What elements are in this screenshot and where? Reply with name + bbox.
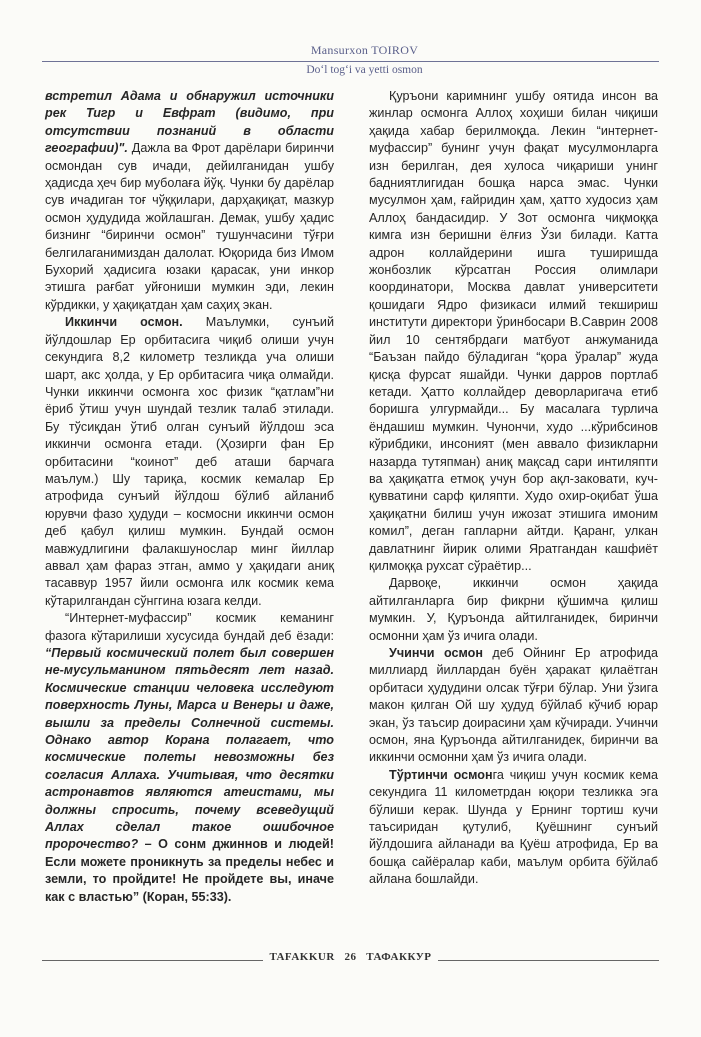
section-lead: Тўртинчи осмон [389,767,493,782]
right-column [369,88,658,889]
footer-text [42,951,659,963]
quran-quote: – О сонм джиннов и людей! Если можете проникнуть за пределы небес и земли, то пройдите! Не пройдете вы, иначе как с властью” (Коран, 55:33). [45,837,334,904]
paragraph-text: Қуръони каримнинг ушбу оятида инсон ва жинлар осмонга Аллоҳ хоҳиши билан чиқиши ҳақида хабар берилмоқда. Лекин “интернет-муфассир” бунинг учун фақат мусулмонларга изн берилган, дея хулоса чиқариши унинг бадниятлигидан бошқа нарса эмас. Чунки мусулмон ҳам, ғайридин ҳам, ҳатто худосиз ҳам Аллоҳ бандасидир. У Зот осмонга чиқмоққа кимга изн беришни ёлғиз Ўзи билади. Катта адрон коллайдерини ишга туширишда жонбозлик кўрсатган Россия олимлари координатори, Москва давлат университети қошидаги Ядро физикаси илмий текшириш институти директори ўринбосари В.Саврин 2008 йил 10 сентябрдаги матбуот анжуманида “Баъзан пайдо бўладиган “қора ўралар” жуда қисқа фурсат яшайди. Чунки дарров портлаб кетади. Ҳатто коллайдер деворларигача етиб боришга улгурмайди... Бу масалага турлича ёндашиш мумкин. Чунончи, худо ...кўрибсинов кўрибдики, инсоният (мен аввало физикларни назарда тутяпман) аниқ мақсад сари интиляпти ва ҳақиқатга етмоқ учун бор ақл-заковати, куч-қувватини сарф қиляпти. Худо охир-оқибат ўша ҳақиқатни билиш учун ижозат этишига имоним комил”, деган гапларни айтди. Қаранг, улкан давлатнинг йирик олими Яратгандан кашфиёт қилмоққа рухсат сўраётир... [369,89,658,573]
paragraph [45,314,334,610]
header-author: Mansurxon TOIROV [310,43,419,57]
paragraph [369,575,658,645]
paragraph [369,645,658,767]
russian-quote: встретил Адама и обнаружил источники рек Тигр и Евфрат (видимо, при отсутствии познаний в области географии)". [45,89,334,156]
paragraph [45,88,334,314]
section-lead: Иккинчи осмон. [65,315,183,330]
paragraph [45,610,334,906]
left-column [45,88,334,906]
header-subtitle: Do‘l tog‘i va yetti osmon [306,64,423,76]
paragraph-text: Маълумки, сунъий йўлдошлар Ер орбитасига чиқиб олиши учун секундига 8,2 километр тезликда уча олиши шарт, акс ҳолда, у Ер орбитасига чиқа олмайди. Чунки иккинчи осмонга хос физик “қатлам”ни ёриб ўтиш учун шундай тезлик талаб этилади. Бу тўсиқдан ўтиб олган сунъий йўлдош эса иккинчи осмонга етади. (Ҳозирги фан Ер орбитасини “коинот” деб аташи барчага маълум.) Шу тариқа, космик кемалар Ер атрофида сунъий йўлдош бўлиб айланиб юрувчи фазо ҳудуди – космосни иккинчи осмон деб қабул қилиш мумкин. Бундай осмон мавжудлигини фалакшунослар минг йиллар аввал ҳам фараз этган, аммо у ҳақидаги аниқ тасаввур 1957 йили осмонга илк космик кема кўтарилгандан сўнггина юзага келди. [45,315,334,608]
header-rule [42,61,659,62]
paragraph-text: деб Ойнинг Ер атрофида миллиард йиллардан буён ҳаракат қилаётган орбитаси ҳудудини олсак тўғри бўлар. Уни ўзига макон қилган Ой шу ҳудуд бўйлаб кўчиб юрар экан, ўз таъсир доирасини ҳам кўчиради. Учинчи осмон, яна Қуръонда айтилганидек, биринчи ва иккинчи осмонни ҳам ўз ичига олади. [369,646,658,765]
russian-quote: “Первый космический полет был совершен не-мусульманином пятьдесят лет назад. Космические станции человека исследуют поверхность Луны, Марса и Венеры и даже, вышли за пределы Солнечной системы. Однако автор Корана полагает, что космические полеты невозможны без согласия Аллаха. Учитывая, что десятки астронавтов являются атеистами, мы должны спросить, почему всеведущий Аллах сделал такое ошибочное пророчество? [45,646,334,852]
paragraph [369,767,658,889]
page-footer [42,951,659,969]
paragraph-text: Дарвоқе, иккинчи осмон ҳақида айтилганларга бир фикрни қўшимча қилиш мумкин. У, Қуръонда айтилганидек, биринчи осмонни ҳам ўз ичига олади. [369,576,658,643]
footer-journal-latin: TAFAKKUR [269,951,335,963]
footer-journal-cyrillic: ТАФАККУР [366,951,432,963]
paragraph [369,88,658,575]
page-number: 26 [344,951,357,963]
paragraph-text: Дажла ва Фрот дарёлари биринчи осмондан сув ичади, дейилганидан ушбу ҳадисда ҳеч бир муболаға йўқ. Чунки бу дарёлар сув ичадиган тоғ чўққилари, дарҳақиқат, мазкур осмон ҳудудида жойлашган. Демак, ушбу ҳадис бизнинг “биринчи осмон” тушунчасини тўғри белгилаганимиздан далолат. Юқорида биз Имом Бухорий ҳадисига юзаки қарасак, уни инкор этишга рағбат уйғониши мумкин эди, лекин кўрдикки, у ҳақиқатдан ҳам саҳиҳ экан. [45,141,334,312]
paragraph-text: га чиқиш учун космик кема секундига 11 километрдан юқори тезликка эга бўлиши керак. Шунда у Ернинг тортиш кучи таъсиридан қутулиб, Қуёшнинг сунъий йўлдошига айланади ва Қуёш атрофида, Ер ва бошқа сайёралар каби, маълум орбита бўйлаб айлана бошлайди. [369,767,658,887]
paragraph-text: “Интернет-муфассир” космик кеманинг фазога кўтарилиши хусусида бундай деб ёзади: [45,611,334,643]
section-lead: Учинчи осмон [389,646,483,660]
